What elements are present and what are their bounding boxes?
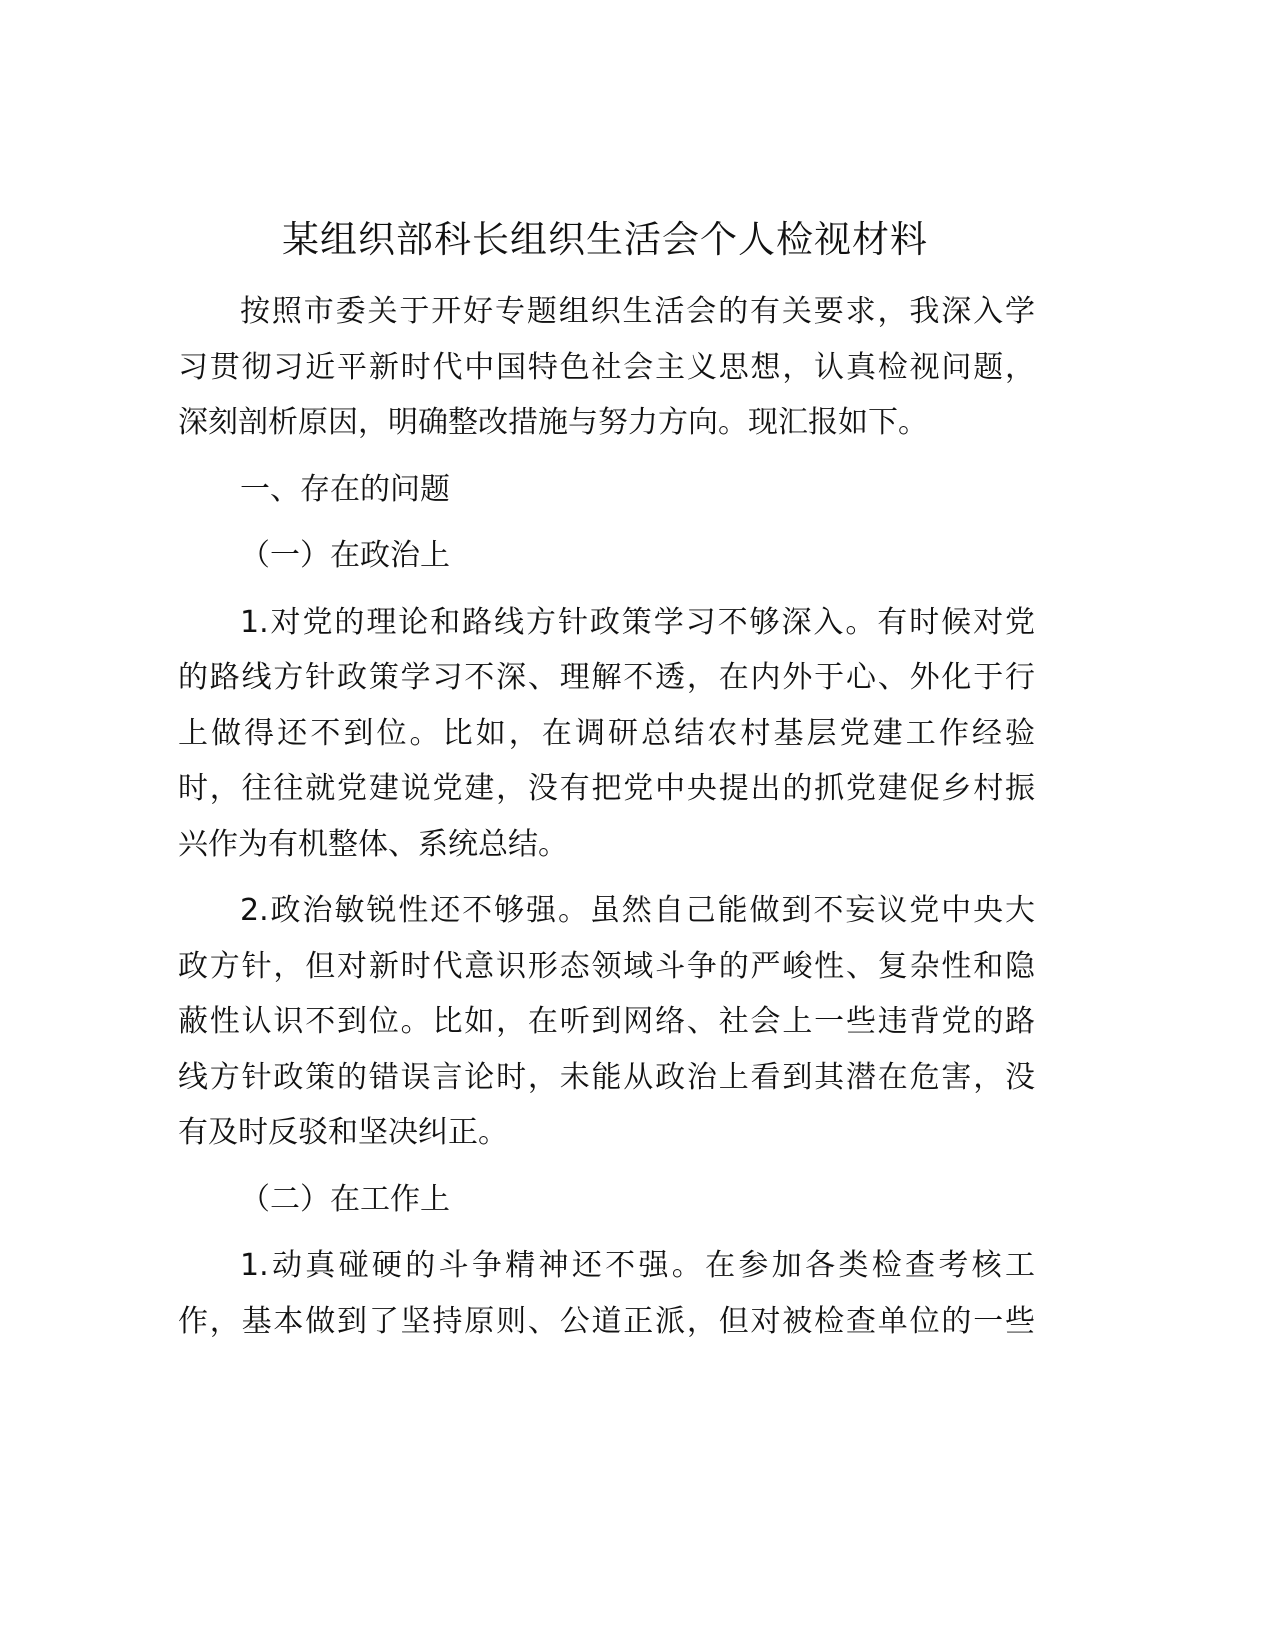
text-line: 习贯彻习近平新时代中国特色社会主义思想，认真检视问题， <box>178 349 1035 385</box>
paragraph <box>178 1238 1035 1349</box>
text-line: 政方针，但对新时代意识形态领域斗争的严峻性、复杂性和隐 <box>178 948 1035 984</box>
paragraph <box>178 462 1035 518</box>
paragraph <box>178 284 1035 451</box>
text-line: 一、存在的问题 <box>240 471 450 507</box>
paragraph <box>178 595 1035 873</box>
text-line: （二）在工作上 <box>240 1181 450 1217</box>
paragraph <box>178 528 1035 584</box>
text-line: 上做得还不到位。比如，在调研总结农村基层党建工作经验 <box>178 715 1035 751</box>
text-line: 1.动真碰硬的斗争精神还不强。在参加各类检查考核工 <box>240 1248 1035 1283</box>
text-line: 按照市委关于开好专题组织生活会的有关要求，我深入学 <box>240 294 1035 329</box>
paragraph <box>178 1172 1035 1228</box>
paragraph <box>178 883 1035 1161</box>
text-line: 1.对党的理论和路线方针政策学习不够深入。有时候对党 <box>240 604 1035 640</box>
text-line: 作，基本做到了坚持原则、公道正派，但对被检查单位的一些 <box>178 1303 1035 1339</box>
text-line: 线方针政策的错误言论时，未能从政治上看到其潜在危害，没 <box>178 1059 1035 1095</box>
document-body <box>178 284 1035 1360</box>
document-title: 某组织部科长组织生活会个人检视材料 <box>282 218 928 261</box>
text-line: 深刻剖析原因，明确整改措施与努力方向。现汇报如下。 <box>178 405 928 440</box>
text-line: 蔽性认识不到位。比如，在听到网络、社会上一些违背党的路 <box>178 1004 1035 1039</box>
text-line: 有及时反驳和坚决纠正。 <box>178 1115 508 1150</box>
text-line: 的路线方针政策学习不深、理解不透，在内外于心、外化于行 <box>178 660 1035 695</box>
text-line: 2.政治敏锐性还不够强。虽然自己能做到不妄议党中央大 <box>240 893 1035 928</box>
text-line: 兴作为有机整体、系统总结。 <box>178 826 568 862</box>
text-line: （一）在政治上 <box>240 538 450 573</box>
text-line: 时，往往就党建说党建，没有把党中央提出的抓党建促乡村振 <box>178 771 1035 806</box>
